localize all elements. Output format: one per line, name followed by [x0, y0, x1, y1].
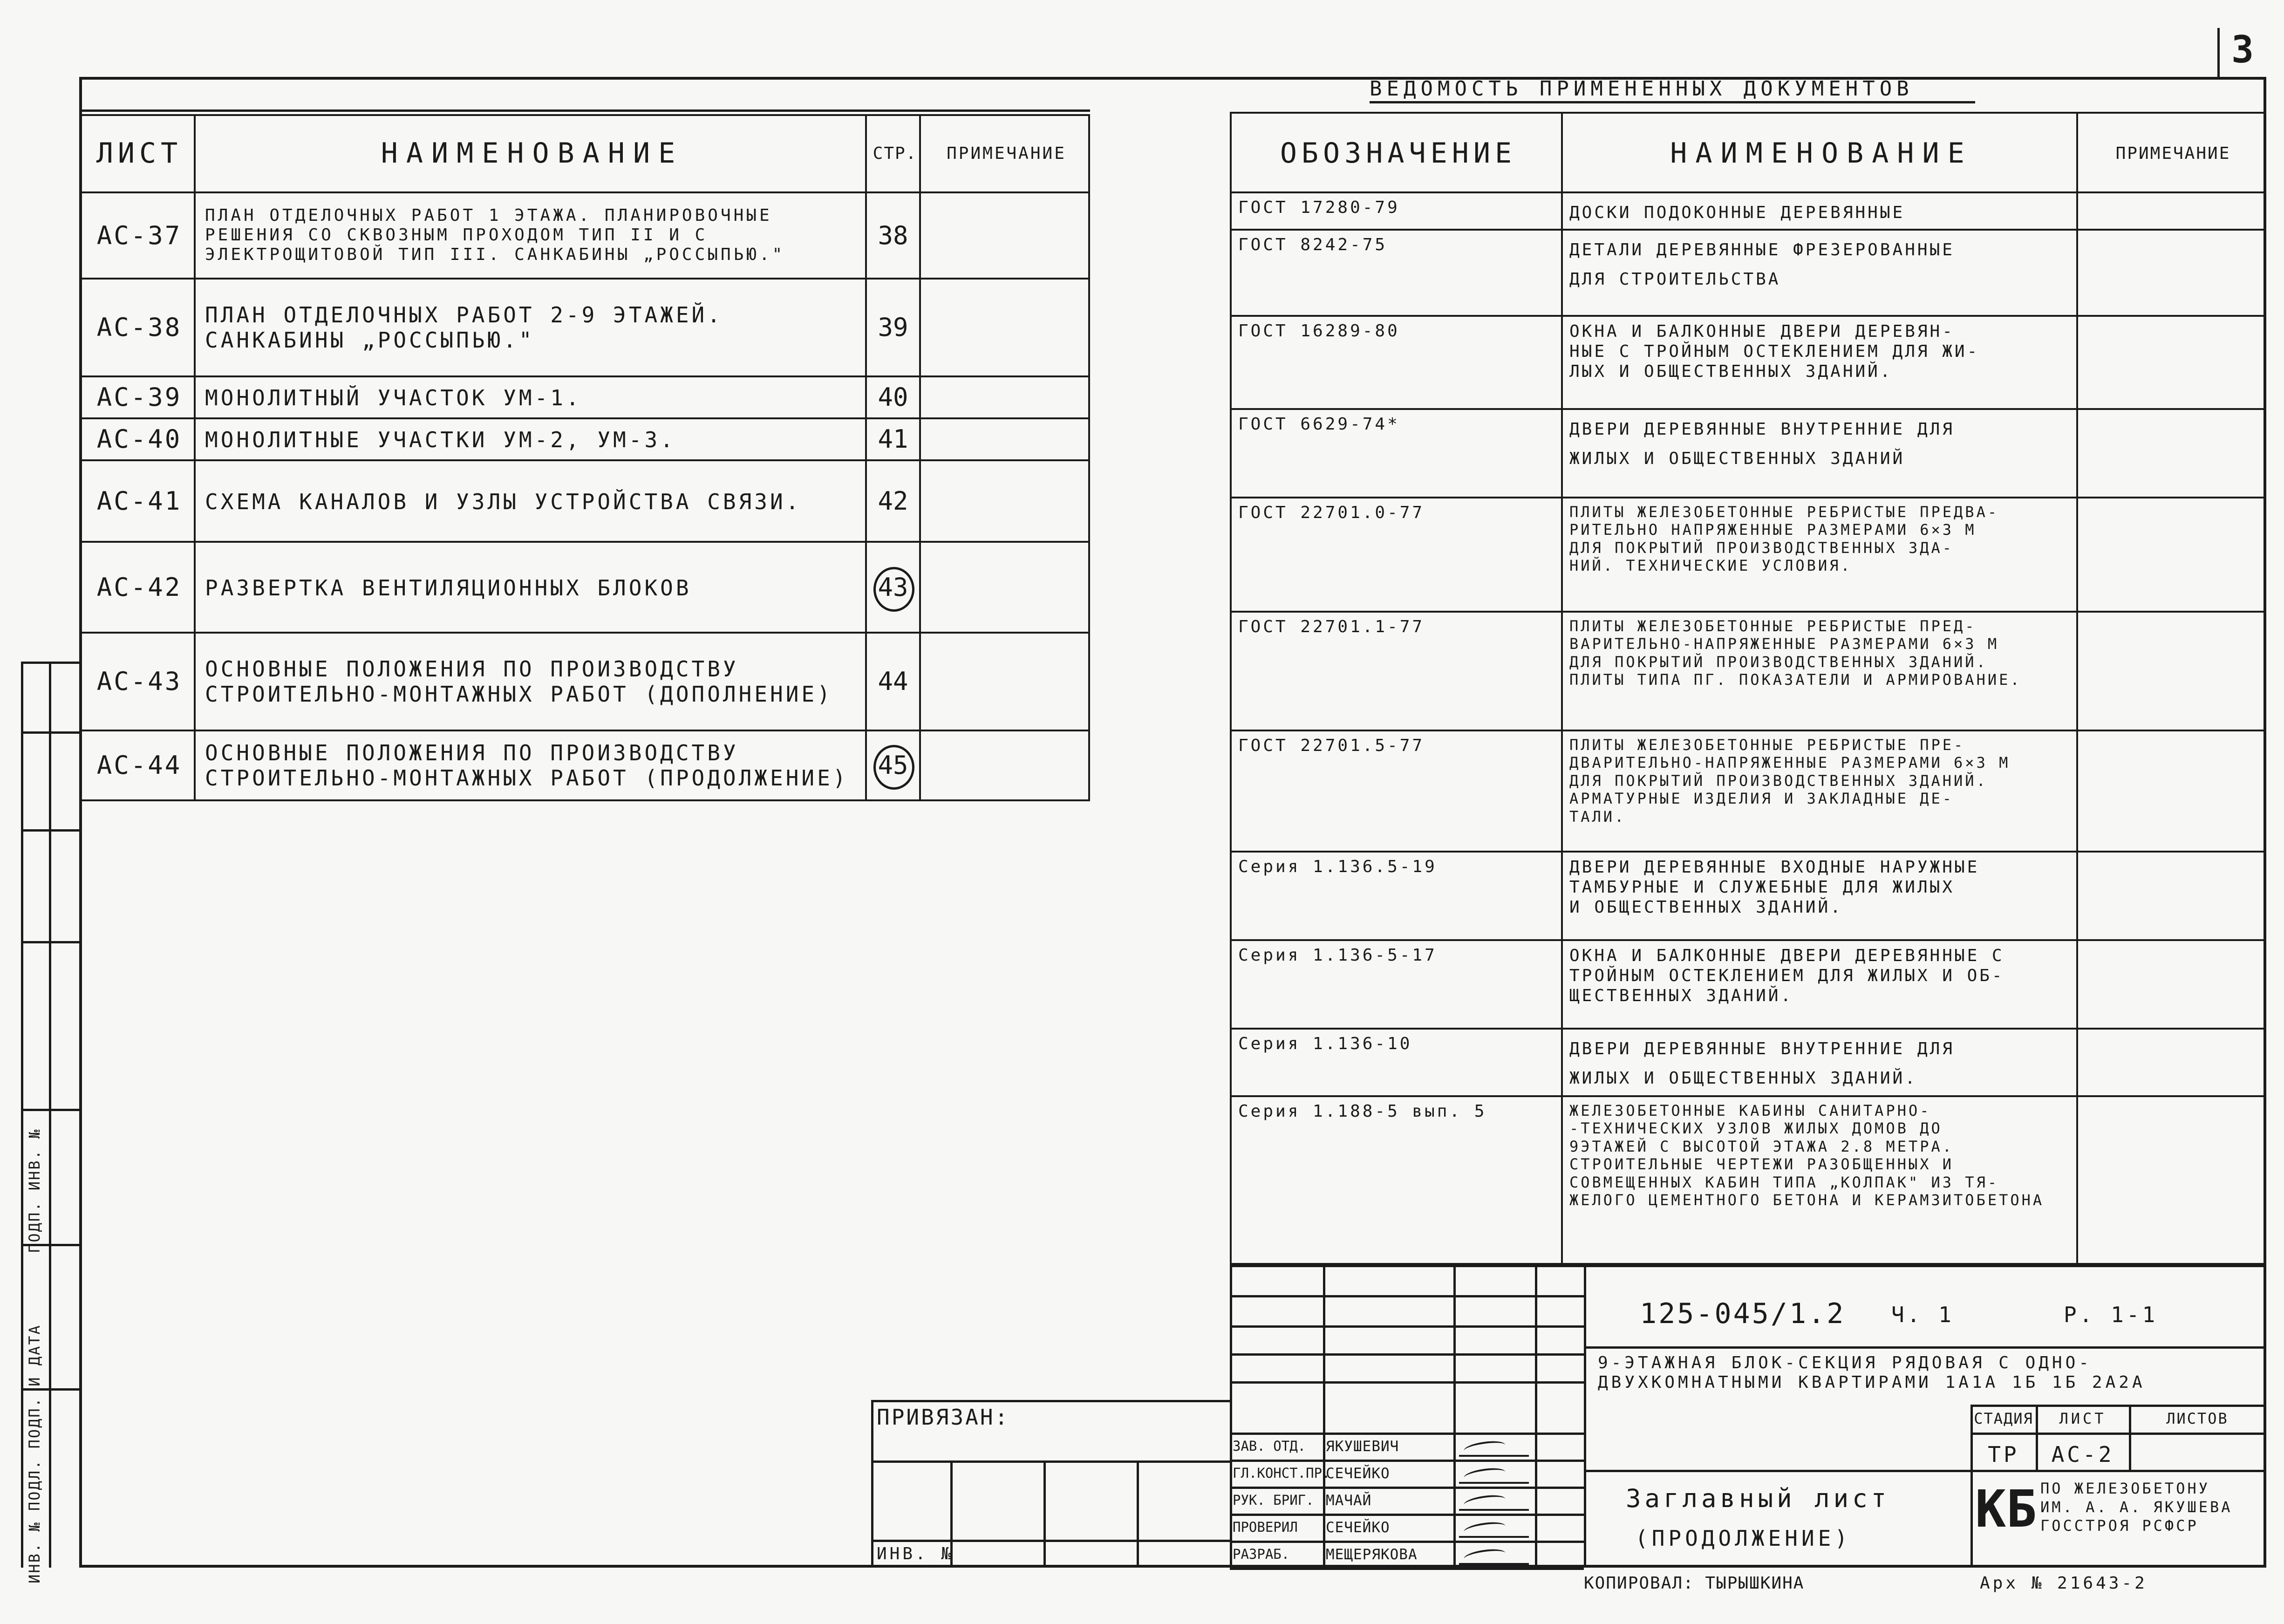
bound-label: ПРИВЯЗАН: — [877, 1405, 1010, 1430]
doc-row-designation — [1230, 1095, 1563, 1265]
table-row-note — [919, 632, 1090, 731]
col-header-page: СТР. — [873, 144, 917, 163]
col-header-name-cell — [194, 114, 867, 193]
row-page: 38 — [878, 220, 908, 250]
doc-row-note — [2076, 851, 2266, 941]
table-row-note — [919, 417, 1090, 461]
row-doc-name: ПЛИТЫ ЖЕЛЕЗОБЕТОННЫЕ РЕБРИСТЫЕ ПРЕДВА- РИТЕЛЬНО НАПРЯЖЕННЫЕ РАЗМЕРАМИ 6×3 М ДЛЯ ПОКРЫТИЙ ПРОИЗВОДСТВЕННЫХ ЗДА- НИЙ. ТЕХНИЧЕСКИЕ УСЛОВИЯ. — [1569, 503, 1999, 575]
signature-name: МЕЩЕРЯКОВА — [1326, 1546, 1418, 1563]
doc-row-note — [2076, 1028, 2266, 1097]
row-sheet-code: АС-39 — [96, 382, 182, 412]
row-sheet-code: АС-40 — [96, 424, 182, 454]
row-doc-name: ОКНА И БАЛКОННЫЕ ДВЕРИ ДЕРЕВЯН- НЫЕ С ТРОЙНЫМ ОСТЕКЛЕНИЕМ ДЛЯ ЖИ- ЛЫХ И ОБЩЕСТВЕННЫХ ЗДАНИЙ. — [1569, 322, 1980, 382]
signature-name: СЕЧЕЙКО — [1326, 1519, 1390, 1536]
row-name: МОНОЛИТНЫЙ УЧАСТОК УМ-1. — [205, 385, 582, 410]
stage-value: ТР — [1988, 1442, 2019, 1467]
doc-row-designation — [1230, 1028, 1563, 1097]
table-row-page — [865, 278, 921, 377]
doc-row-designation — [1230, 939, 1563, 1030]
col-header-docnote-cell — [2076, 112, 2266, 193]
side-stamp-text-2: ИНВ. № ПОДЛ. ПОДП. И ДАТА — [26, 1324, 44, 1583]
table-row-name — [194, 375, 867, 419]
row-name: ПЛАН ОТДЕЛОЧНЫХ РАБОТ 2-9 ЭТАЖЕЙ. САНКАБИНЫ „РОССЫПЬЮ." — [205, 302, 723, 353]
doc-row-name — [1561, 851, 2078, 941]
handwritten-signature — [1459, 1547, 1529, 1565]
doc-row-designation — [1230, 315, 1563, 410]
table-row-note — [919, 730, 1090, 801]
signature-role: РАЗРАБ. — [1233, 1546, 1290, 1562]
archive-number: Арх № 21643-2 — [1980, 1574, 2148, 1593]
stage-label: СТАДИЯ — [1974, 1410, 2033, 1427]
table-row-sheet — [79, 278, 196, 377]
page-circle-mark — [873, 745, 914, 790]
title-block — [871, 1265, 2266, 1568]
signature-row-rule — [1230, 1460, 1584, 1462]
doc-code: 125-045/1.2 — [1640, 1297, 1846, 1330]
row-designation: Серия 1.136-5-17 — [1238, 946, 1437, 965]
row-doc-name: ЖЕЛЕЗОБЕТОННЫЕ КАБИНЫ САНИТАРНО- -ТЕХНИЧЕСКИХ УЗЛОВ ЖИЛЫХ ДОМОВ ДО 9ЭТАЖЕЙ С ВЫСОТОЙ ЭТАЖА 2.8 МЕТРА. СТРОИТЕЛЬНЫЕ ЧЕРТЕЖИ РАЗОБЩЕННЫХ И СОВМЕЩЕННЫХ КАБИН ТИПА „КОЛПАК" ИЗ ТЯ- ЖЕЛОГО ЦЕМЕНТНОГО БЕТОНА И КЕРАМЗИТОБЕТОНА — [1569, 1102, 2045, 1209]
row-designation: ГОСТ 22701.0-77 — [1238, 503, 1425, 522]
page-circle-mark — [873, 567, 914, 612]
doc-row-note — [2076, 939, 2266, 1030]
doc-row-name — [1561, 1028, 2078, 1097]
documents-table — [1230, 112, 2266, 1267]
doc-row-note — [2076, 229, 2266, 317]
doc-section: Р. 1-1 — [2064, 1302, 2158, 1327]
row-page: 39 — [878, 313, 908, 342]
col-header-name: НАИМЕНОВАНИЕ — [381, 137, 684, 170]
table-row-page — [865, 632, 921, 731]
project-name: 9-ЭТАЖНАЯ БЛОК-СЕКЦИЯ РЯДОВАЯ С ОДНО- ДВУХКОМНАТНЫМИ КВАРТИРАМИ 1А1А 1Б 1Б 2А2А — [1598, 1353, 2146, 1392]
doc-row-note — [2076, 730, 2266, 853]
row-name: ОСНОВНЫЕ ПОЛОЖЕНИЯ ПО ПРОИЗВОДСТВУ СТРОИТЕЛЬНО-МОНТАЖНЫХ РАБОТ (ДОПОЛНЕНИЕ) — [205, 656, 833, 707]
col-header-docname: НАИМЕНОВАНИЕ — [1670, 137, 1973, 170]
row-doc-name: ДВЕРИ ДЕРЕВЯННЫЕ ВНУТРЕННИЕ ДЛЯ ЖИЛЫХ И ОБЩЕСТВЕННЫХ ЗДАНИЙ. — [1569, 1039, 1955, 1088]
doc-row-name — [1561, 939, 2078, 1030]
row-designation: ГОСТ 6629-74* — [1238, 415, 1400, 434]
handwritten-signature — [1459, 1439, 1529, 1457]
table-row-name — [194, 191, 867, 280]
sheet-title: Заглавный лист — [1626, 1484, 1890, 1513]
row-sheet-code: АС-43 — [96, 667, 182, 696]
doc-row-name — [1561, 611, 2078, 731]
doc-row-note — [2076, 408, 2266, 498]
table-row-sheet — [79, 191, 196, 280]
row-doc-name: ПЛИТЫ ЖЕЛЕЗОБЕТОННЫЕ РЕБРИСТЫЕ ПРЕД- ВАРИТЕЛЬНО-НАПРЯЖЕННЫЕ РАЗМЕРАМИ 6×3 М ДЛЯ ПОКРЫТИЙ ПРОИЗВОДСТВЕННЫХ ЗДАНИЙ. ПЛИТЫ ТИПА ПГ. ПОКАЗАТЕЛИ И АРМИРОВАНИЕ. — [1569, 617, 2022, 689]
doc-row-designation — [1230, 851, 1563, 941]
row-page: 44 — [878, 667, 908, 696]
table-row-sheet — [79, 632, 196, 731]
table-row-note — [919, 459, 1090, 543]
side-stamp — [21, 662, 82, 1583]
row-designation: Серия 1.136-10 — [1238, 1034, 1412, 1053]
handwritten-signature — [1459, 1466, 1529, 1484]
row-designation: ГОСТ 22701.5-77 — [1238, 736, 1425, 755]
table-row-page — [865, 375, 921, 419]
col-header-page-cell — [865, 114, 921, 193]
doc-row-name — [1561, 730, 2078, 853]
sheet-subtitle: (ПРОДОЛЖЕНИЕ) — [1635, 1526, 1852, 1551]
side-stamp-text-1: ПОДП. ИНВ. № — [26, 1128, 44, 1253]
table-row-name — [194, 730, 867, 801]
col-header-docname-cell — [1561, 112, 2078, 193]
row-doc-name: ДЕТАЛИ ДЕРЕВЯННЫЕ ФРЕЗЕРОВАННЫЕ ДЛЯ СТРОИТЕЛЬСТВА — [1569, 240, 1955, 289]
row-doc-name: ПЛИТЫ ЖЕЛЕЗОБЕТОННЫЕ РЕБРИСТЫЕ ПРЕ- ДВАРИТЕЛЬНО-НАПРЯЖЕННЫЕ РАЗМЕРАМИ 6×3 М ДЛЯ ПОКРЫТИЙ ПРОИЗВОДСТВЕННЫХ ЗДАНИЙ. АРМАТУРНЫЕ ИЗДЕЛИЯ И ЗАКЛАДНЫЕ ДЕ- ТАЛИ. — [1569, 736, 2011, 826]
doc-row-note — [2076, 497, 2266, 613]
row-name: СХЕМА КАНАЛОВ И УЗЛЫ УСТРОЙСТВА СВЯЗИ. — [205, 489, 802, 514]
sheets-table — [79, 114, 1090, 808]
doc-row-name — [1561, 1095, 2078, 1265]
handwritten-signature — [1459, 1493, 1529, 1511]
row-doc-name: ДВЕРИ ДЕРЕВЯННЫЕ ВХОДНЫЕ НАРУЖНЫЕ ТАМБУРНЫЕ И СЛУЖЕБНЫЕ ДЛЯ ЖИЛЫХ И ОБЩЕСТВЕННЫХ ЗДАНИЙ. — [1569, 858, 1980, 917]
row-page: 42 — [878, 486, 908, 516]
signature-name: МАЧАЙ — [1326, 1492, 1372, 1509]
row-sheet-code: АС-41 — [96, 486, 182, 516]
table-row-note — [919, 191, 1090, 280]
org-logo: КБ — [1975, 1479, 2037, 1539]
row-doc-name: ДОСКИ ПОДОКОННЫЕ ДЕРЕВЯННЫЕ — [1569, 203, 1905, 222]
signature-row-rule — [1230, 1514, 1584, 1516]
col-header-sheet: ЛИСТ — [96, 137, 183, 170]
table-row-name — [194, 541, 867, 634]
table-row-page — [865, 417, 921, 461]
doc-row-designation — [1230, 408, 1563, 498]
doc-row-designation — [1230, 611, 1563, 731]
row-designation: ГОСТ 8242-75 — [1238, 235, 1388, 254]
signature-role: РУК. БРИГ. — [1233, 1492, 1314, 1508]
row-sheet-code: АС-37 — [96, 220, 182, 250]
doc-row-designation — [1230, 229, 1563, 317]
doc-row-note — [2076, 1095, 2266, 1265]
row-name: МОНОЛИТНЫЕ УЧАСТКИ УМ-2, УМ-3. — [205, 427, 676, 452]
col-header-note-cell — [919, 114, 1090, 193]
row-designation: ГОСТ 16289-80 — [1238, 321, 1400, 341]
row-designation: Серия 1.188-5 вып. 5 — [1238, 1102, 1487, 1121]
table-row-note — [919, 375, 1090, 419]
table-row-sheet — [79, 375, 196, 419]
row-sheet-code: АС-44 — [96, 751, 182, 780]
table-row-sheet — [79, 417, 196, 461]
doc-row-name — [1561, 315, 2078, 410]
org-name: ПО ЖЕЛЕЗОБЕТОНУ ИМ. А. А. ЯКУШЕВА ГОССТРОЯ РСФСР — [2040, 1480, 2233, 1535]
right-table-title: ВЕДОМОСТЬ ПРИМЕНЕННЫХ ДОКУМЕНТОВ — [1370, 77, 1975, 103]
table-row-note — [919, 278, 1090, 377]
doc-row-designation — [1230, 497, 1563, 613]
table-row-page — [865, 730, 921, 801]
row-name: ПЛАН ОТДЕЛОЧНЫХ РАБОТ 1 ЭТАЖА. ПЛАНИРОВОЧНЫЕ РЕШЕНИЯ СО СКВОЗНЫМ ПРОХОДОМ ТИП II И С ЭЛЕКТРОЩИТОВОЙ ТИП III. САНКАБИНЫ „РОССЫПЬЮ." — [205, 205, 785, 265]
doc-row-name — [1561, 229, 2078, 317]
row-sheet-code: АС-42 — [96, 572, 182, 602]
signature-row-rule — [1230, 1487, 1584, 1489]
row-sheet-code: АС-38 — [96, 313, 182, 342]
table-row-page — [865, 191, 921, 280]
row-designation: Серия 1.136.5-19 — [1238, 857, 1437, 876]
signature-role: ПРОВЕРИЛ — [1233, 1519, 1298, 1535]
table-row-name — [194, 278, 867, 377]
table-row-page — [865, 541, 921, 634]
signature-row-rule — [1230, 1568, 1584, 1570]
col-header-docnote: ПРИМЕЧАНИЕ — [2115, 144, 2231, 163]
row-doc-name: ДВЕРИ ДЕРЕВЯННЫЕ ВНУТРЕННИЕ ДЛЯ ЖИЛЫХ И ОБЩЕСТВЕННЫХ ЗДАНИЙ — [1569, 420, 1955, 468]
doc-row-name — [1561, 497, 2078, 613]
table-row-name — [194, 459, 867, 543]
col-header-sheet-cell — [79, 114, 196, 193]
table-row-name — [194, 632, 867, 731]
row-page: 41 — [878, 424, 908, 454]
inv-label: ИНВ. № — [877, 1544, 955, 1563]
col-header-designation-cell — [1230, 112, 1563, 193]
table-row-page — [865, 459, 921, 543]
table-row-sheet — [79, 730, 196, 801]
doc-row-name — [1561, 408, 2078, 498]
signature-row-rule — [1230, 1541, 1584, 1543]
sheets-label: ЛИСТОВ — [2166, 1410, 2229, 1427]
doc-row-note — [2076, 191, 2266, 231]
table-row-sheet — [79, 541, 196, 634]
doc-row-note — [2076, 315, 2266, 410]
row-doc-name: ОКНА И БАЛКОННЫЕ ДВЕРИ ДЕРЕВЯННЫЕ С ТРОЙНЫМ ОСТЕКЛЕНИЕМ ДЛЯ ЖИЛЫХ И ОБ- ЩЕСТВЕННЫХ ЗДАНИЙ. — [1569, 946, 2004, 1006]
row-designation: ГОСТ 22701.1-77 — [1238, 617, 1425, 636]
left-top-rule — [79, 109, 1090, 112]
row-designation: ГОСТ 17280-79 — [1238, 198, 1400, 217]
row-name: РАЗВЕРТКА ВЕНТИЛЯЦИОННЫХ БЛОКОВ — [205, 575, 692, 600]
table-row-sheet — [79, 459, 196, 543]
doc-row-note — [2076, 611, 2266, 731]
signature-role: ГЛ.КОНСТ.ПР. — [1233, 1465, 1330, 1481]
row-page: 43 — [878, 572, 908, 602]
copied-by: КОПИРОВАЛ: ТЫРЫШКИНА — [1584, 1574, 1805, 1593]
row-page: 45 — [878, 751, 908, 780]
doc-part: Ч. 1 — [1891, 1302, 1954, 1327]
sheet-number-divider — [2217, 28, 2220, 79]
col-header-designation: ОБОЗНАЧЕНИЕ — [1280, 137, 1517, 170]
col-header-note: ПРИМЕЧАНИЕ — [947, 144, 1066, 163]
table-row-name — [194, 417, 867, 461]
signature-name: ЯКУШЕВИЧ — [1326, 1438, 1399, 1455]
doc-row-designation — [1230, 730, 1563, 853]
handwritten-signature — [1459, 1520, 1529, 1538]
table-row-note — [919, 541, 1090, 634]
doc-row-designation — [1230, 191, 1563, 231]
sheet-number: 3 — [2231, 28, 2257, 71]
signature-role: ЗАВ. ОТД. — [1233, 1438, 1306, 1454]
row-page: 40 — [878, 382, 908, 412]
sheet-value: АС-2 — [2051, 1442, 2114, 1467]
signature-name: СЕЧЕЙКО — [1326, 1465, 1390, 1482]
row-name: ОСНОВНЫЕ ПОЛОЖЕНИЯ ПО ПРОИЗВОДСТВУ СТРОИТЕЛЬНО-МОНТАЖНЫХ РАБОТ (ПРОДОЛЖЕНИЕ) — [205, 740, 849, 791]
sheet-label: ЛИСТ — [2059, 1410, 2107, 1427]
doc-row-name — [1561, 191, 2078, 231]
